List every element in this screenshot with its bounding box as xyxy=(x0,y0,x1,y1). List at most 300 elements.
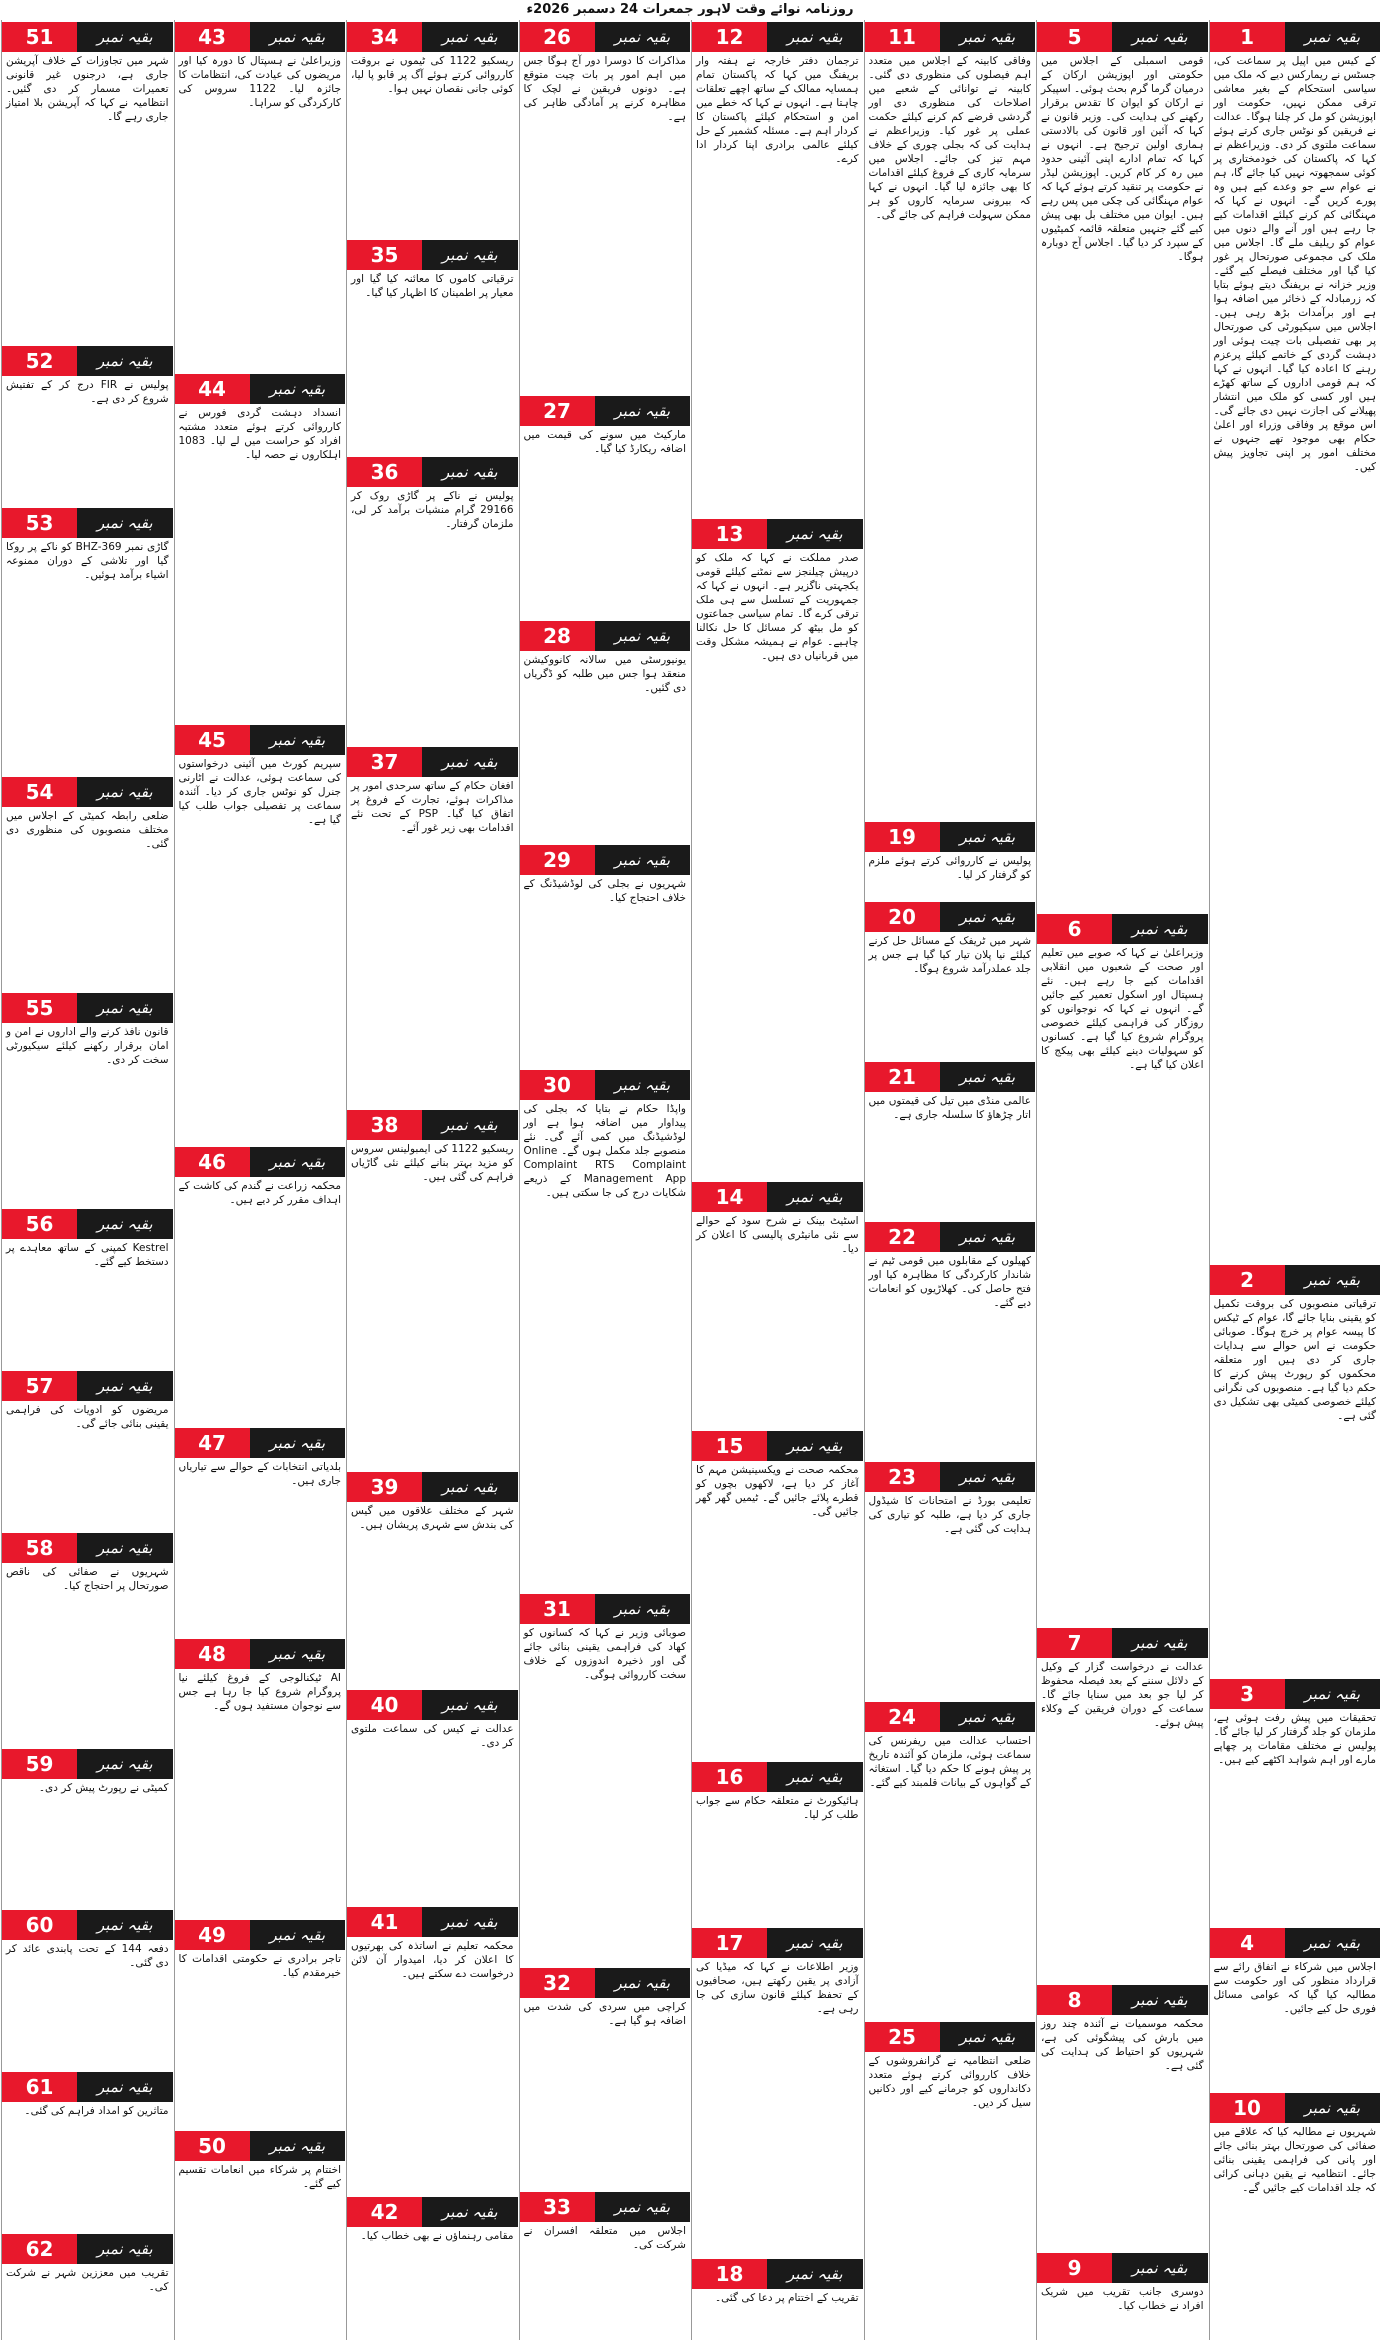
continuation-story xyxy=(175,20,346,372)
continuation-label: بقیہ نمبر xyxy=(77,508,172,538)
continuation-header xyxy=(865,22,1036,52)
story-text: پولیس نے ناکے پر گاڑی روک کر 29166 گرام منشیات برآمد کر لی، ملزمان گرفتار۔ xyxy=(351,490,514,530)
column xyxy=(864,20,1036,2340)
continuation-story xyxy=(1210,1263,1380,1677)
story-text: شہریوں نے مطالبہ کیا کہ علاقے میں صفائی کی صورتحال بہتر بنائی جائے اور پانی کی فراہمی یقینی بنائی جائے۔ انتظامیہ نے یقین دہانی کرائی کہ جلد اقدامات کیے جائیں گے۔ xyxy=(1213,2126,1376,2195)
story-text: وزیر اطلاعات نے کہا کہ میڈیا کی آزادی پر یقین رکھتے ہیں، صحافیوں کے تحفظ کیلئے قانون سازی کی جا رہی ہے۔ xyxy=(696,1960,859,2015)
continuation-label: بقیہ نمبر xyxy=(250,1147,345,1177)
continuation-number: 11 xyxy=(865,22,940,52)
continuation-header xyxy=(865,1462,1036,1492)
continuation-story xyxy=(347,745,518,1108)
story-text: محکمہ موسمیات نے آئندہ چند روز میں بارش کی پیشگوئی کی ہے، شہریوں کو احتیاط کی ہدایت کی گئی ہے۔ xyxy=(1041,2018,1204,2073)
continuation-header xyxy=(692,22,863,52)
story-text: عالمی منڈی میں تیل کی قیمتوں میں اتار چڑھاؤ کا سلسلہ جاری ہے۔ xyxy=(868,1095,1031,1121)
continuation-header xyxy=(175,22,346,52)
continuation-story xyxy=(1210,2091,1380,2340)
continuation-number: 18 xyxy=(692,2259,767,2289)
continuation-story xyxy=(347,1108,518,1471)
continuation-label: بقیہ نمبر xyxy=(595,22,690,52)
continuation-number: 30 xyxy=(520,1070,595,1100)
continuation-header xyxy=(2,1209,173,1239)
continuation-story xyxy=(175,2129,346,2340)
continuation-label: بقیہ نمبر xyxy=(250,1639,345,1669)
continuation-header xyxy=(2,1371,173,1401)
continuation-label: بقیہ نمبر xyxy=(1285,1679,1380,1709)
continuation-label: بقیہ نمبر xyxy=(1112,22,1207,52)
continuation-header xyxy=(347,1472,518,1502)
story-text: کے کیس میں اپیل پر سماعت کی، جسٹس نے ریمارکس دیے کہ ملک میں سیاسی استحکام کے بغیر معاشی ترقی ممکن نہیں، حکومت اور اپوزیشن کو مل کر چلنا ہوگا۔ عدالت نے فریقین کو نوٹس جاری کرتے ہوئے سماعت ملتوی کر دی۔ وزیراعظم نے کہا کہ پاکستان کی خودمختاری پر کوئی سمجھوتہ نہیں کیا جائے گا، ہم نے عوام سے جو وعدے کیے ہیں وہ پورے کریں گے۔ انہوں نے کہا کہ مہنگائی کم کرنے کیلئے اقدامات کیے جا رہے ہیں اور آنے والے دنوں میں عوام کو ریلیف ملے گا۔ اجلاس میں ملک کی مجموعی صورتحال پر غور کیا گیا اور مختلف فیصلے کیے گئے۔ وزیر خزانہ نے بریفنگ دیتے ہوئے بتایا کہ زرمبادلہ کے ذخائر میں اضافہ ہوا ہے اور برآمدات بڑھ رہی ہیں۔ اجلاس میں سیکیورٹی کی صورتحال پر بھی تفصیلی بات چیت ہوئی اور دہشت گردی کے خاتمے کیلئے پرعزم رہنے کا اعادہ کیا گیا۔ انہوں نے کہا کہ ہم قومی اداروں کے ساتھ کھڑے ہیں اور کسی کو ملک میں انتشار پھیلانے کی اجازت نہیں دی جائے گی۔ اس موقع پر وفاقی وزراء اور اعلیٰ حکام بھی موجود تھے جنہوں نے مختلف امور پر اپنی تجاویز پیش کیں۔ xyxy=(1213,55,1376,473)
continuation-number: 26 xyxy=(520,22,595,52)
continuation-label: بقیہ نمبر xyxy=(77,1749,172,1779)
story-text: مقامی رہنماؤں نے بھی خطاب کیا۔ xyxy=(360,2230,514,2242)
continuation-number: 5 xyxy=(1037,22,1112,52)
continuation-story xyxy=(1210,1926,1380,2092)
story-text: متاثرین کو امداد فراہم کی گئی۔ xyxy=(24,2105,169,2118)
continuation-number: 57 xyxy=(2,1371,77,1401)
continuation-story xyxy=(520,843,691,1068)
continuation-number: 20 xyxy=(865,902,940,932)
continuation-label: بقیہ نمبر xyxy=(1285,22,1380,52)
continuation-number: 52 xyxy=(2,346,77,376)
continuation-label: بقیہ نمبر xyxy=(595,2192,690,2222)
continuation-label: بقیہ نمبر xyxy=(940,1062,1035,1092)
continuation-label: بقیہ نمبر xyxy=(767,22,862,52)
continuation-number: 39 xyxy=(347,1472,422,1502)
story-text: افغان حکام کے ساتھ سرحدی امور پر مذاکرات ہوئے، تجارت کے فروغ پر اتفاق کیا گیا۔ PSP کے تحت نئے اقدامات بھی زیر غور آئے۔ xyxy=(351,780,514,834)
continuation-header xyxy=(1037,2253,1208,2283)
story-text: احتساب عدالت میں ریفرنس کی سماعت ہوئی، ملزمان کو آئندہ تاریخ پر پیش ہونے کا حکم دیا گیا۔ استغاثہ کے گواہوں کے بیانات قلمبند کیے گئے۔ xyxy=(868,1735,1031,1789)
continuation-number: 42 xyxy=(347,2197,422,2227)
continuation-number: 22 xyxy=(865,1222,940,1252)
continuation-number: 50 xyxy=(175,2131,250,2161)
continuation-label: بقیہ نمبر xyxy=(422,1907,517,1937)
newspaper-masthead: روزنامہ نوائے وقت لاہور جمعرات 24 دسمبر 2026ء xyxy=(526,2,854,17)
continuation-header xyxy=(692,1431,863,1461)
continuation-story xyxy=(1037,1983,1208,2251)
continuation-story xyxy=(692,1180,863,1429)
continuation-story xyxy=(2,20,173,344)
story-text: مارکیٹ میں سونے کی قیمت میں اضافہ ریکارڈ کیا گیا۔ xyxy=(523,429,686,456)
continuation-number: 35 xyxy=(347,240,422,270)
continuation-story xyxy=(1037,2251,1208,2340)
story-text: Kestrel کمپنی کے ساتھ معاہدے پر دستخط کیے گئے۔ xyxy=(6,1241,169,1268)
continuation-story xyxy=(175,372,346,724)
continuation-header xyxy=(865,822,1036,852)
story-text: تقریب کے اختتام پر دعا کی گئی۔ xyxy=(714,2292,859,2305)
story-text: اجلاس میں شرکاء نے اتفاق رائے سے قرارداد منظور کی اور حکومت سے مطالبہ کیا گیا کہ عوامی مسائل فوری حل کیے جائیں۔ xyxy=(1213,1960,1376,2015)
continuation-label: بقیہ نمبر xyxy=(77,1910,172,1940)
continuation-story xyxy=(347,455,518,745)
continuation-story xyxy=(520,394,691,619)
continuation-header xyxy=(347,1690,518,1720)
story-text: واپڈا حکام نے بتایا کہ بجلی کی پیداوار میں اضافہ ہوا ہے اور لوڈشیڈنگ میں کمی آئے گی۔ نئے منصوبے جلد مکمل ہوں گے۔ Online Complaint RTS Complaint Management App کے ذریعے شکایات درج کی جا سکتی ہیں۔ xyxy=(523,1102,686,1199)
story-text: اسٹیٹ بینک نے شرح سود کے حوالے سے نئی مانیٹری پالیسی کا اعلان کر دیا۔ xyxy=(696,1215,859,1255)
story-text: ہائیکورٹ نے متعلقہ حکام سے جواب طلب کر لیا۔ xyxy=(696,1795,859,1821)
continuation-label: بقیہ نمبر xyxy=(250,374,345,404)
continuation-story xyxy=(347,1905,518,2195)
continuation-number: 28 xyxy=(520,621,595,651)
continuation-number: 4 xyxy=(1210,1928,1285,1958)
column xyxy=(174,20,346,2340)
column xyxy=(519,20,691,2340)
continuation-label: بقیہ نمبر xyxy=(595,1594,690,1624)
continuation-header xyxy=(1037,22,1208,52)
continuation-number: 6 xyxy=(1037,914,1112,944)
story-text: محکمہ تعلیم نے اساتذہ کی بھرتیوں کا اعلان کر دیا، امیدوار آن لائن درخواست دے سکتے ہیں۔ xyxy=(351,1940,514,1980)
continuation-label: بقیہ نمبر xyxy=(767,2259,862,2289)
continuation-header xyxy=(175,725,346,755)
continuation-label: بقیہ نمبر xyxy=(595,845,690,875)
continuation-number: 24 xyxy=(865,1702,940,1732)
continuation-label: بقیہ نمبر xyxy=(77,1371,172,1401)
continuation-label: بقیہ نمبر xyxy=(940,902,1035,932)
continuation-header xyxy=(865,1702,1036,1732)
story-text: محکمہ زراعت نے گندم کی کاشت کے اہداف مقرر کر دیے ہیں۔ xyxy=(178,1179,341,1206)
continuation-label: بقیہ نمبر xyxy=(940,1702,1035,1732)
story-text: پولیس نے FIR درج کر کے تفتیش شروع کر دی ہے۔ xyxy=(6,378,169,405)
continuation-story xyxy=(2,775,173,991)
story-text: ریسکیو 1122 کی ایمبولینس سروس کو مزید بہتر بنانے کیلئے نئی گاڑیاں فراہم کی گئی ہیں۔ xyxy=(351,1142,514,1183)
continuation-number: 62 xyxy=(2,2234,77,2264)
story-text: محکمہ صحت نے ویکسینیشن مہم کا آغاز کر دیا ہے، لاکھوں بچوں کو قطرے پلائے جائیں گے۔ ٹیمیں گھر گھر جائیں گی۔ xyxy=(696,1463,859,1518)
continuation-story xyxy=(865,1460,1036,1700)
continuation-label: بقیہ نمبر xyxy=(940,22,1035,52)
story-text: یونیورسٹی میں سالانہ کانووکیشن منعقد ہوا جس میں طلبہ کو ڈگریاں دی گئیں۔ xyxy=(523,653,686,694)
continuation-number: 10 xyxy=(1210,2093,1285,2123)
continuation-header xyxy=(175,1920,346,1950)
continuation-story xyxy=(865,1220,1036,1460)
story-text: شہر میں ٹریفک کے مسائل حل کرنے کیلئے نیا پلان تیار کیا گیا ہے جس پر جلد عملدرآمد شروع ہوگا۔ xyxy=(868,935,1031,975)
continuation-number: 43 xyxy=(175,22,250,52)
continuation-number: 51 xyxy=(2,22,77,52)
story-text: سپریم کورٹ میں آئینی درخواستوں کی سماعت ہوئی، عدالت نے اٹارنی جنرل کو نوٹس جاری کر دیا۔ آئندہ سماعت پر تفصیلی جواب طلب کیا گیا ہے۔ xyxy=(178,758,341,827)
continuation-label: بقیہ نمبر xyxy=(77,2072,172,2102)
continuation-story xyxy=(2,2070,173,2232)
continuation-number: 25 xyxy=(865,2022,940,2052)
continuation-label: بقیہ نمبر xyxy=(1112,1628,1207,1658)
continuation-header xyxy=(175,1147,346,1177)
continuation-story xyxy=(692,517,863,1180)
column xyxy=(346,20,518,2340)
story-text: تعلیمی بورڈ نے امتحانات کا شیڈول جاری کر دیا ہے، طلبہ کو تیاری کی ہدایت کی گئی ہے۔ xyxy=(868,1495,1031,1535)
continuation-number: 46 xyxy=(175,1147,250,1177)
story-text: گاڑی نمبر BHZ-369 کو ناکے پر روکا گیا اور تلاشی کے دوران ممنوعہ اشیاء برآمد ہوئیں۔ xyxy=(6,540,169,581)
continuation-story xyxy=(692,1926,863,2257)
continuation-number: 38 xyxy=(347,1110,422,1140)
continuation-header xyxy=(2,2072,173,2102)
continuation-header xyxy=(347,1907,518,1937)
continuation-story xyxy=(2,2232,173,2340)
continuation-number: 41 xyxy=(347,1907,422,1937)
continuation-header xyxy=(175,1428,346,1458)
continuation-number: 44 xyxy=(175,374,250,404)
continuation-story xyxy=(175,1637,346,1918)
story-text: ضلعی انتظامیہ نے گرانفروشوں کے خلاف کارروائی کرتے ہوئے متعدد دکانداروں کو جرمانے کیے اور دکانیں سیل کر دیں۔ xyxy=(868,2055,1031,2109)
continuation-header xyxy=(1210,1928,1380,1958)
continuation-number: 23 xyxy=(865,1462,940,1492)
continuation-story xyxy=(865,1060,1036,1220)
continuation-story xyxy=(175,1145,346,1426)
continuation-header xyxy=(1037,914,1208,944)
continuation-label: بقیہ نمبر xyxy=(767,1182,862,1212)
continuation-label: بقیہ نمبر xyxy=(77,777,172,807)
continuation-label: بقیہ نمبر xyxy=(250,22,345,52)
continuation-header xyxy=(2,1910,173,1940)
continuation-number: 56 xyxy=(2,1209,77,1239)
story-text: ترجمان دفتر خارجہ نے ہفتہ وار بریفنگ میں کہا کہ پاکستان تمام ہمسایہ ممالک کے ساتھ اچھے تعلقات چاہتا ہے۔ انہوں نے کہا کہ خطے میں امن و استحکام کیلئے پاکستان کا کردار اہم ہے۔ مسئلہ کشمیر کے حل کیلئے عالمی برادری اپنا کردار ادا کرے۔ xyxy=(696,55,859,165)
continuation-label: بقیہ نمبر xyxy=(595,1968,690,1998)
continuation-label: بقیہ نمبر xyxy=(940,822,1035,852)
continuation-number: 27 xyxy=(520,396,595,426)
story-text: دوسری جانب تقریب میں شریک افراد نے خطاب کیا۔ xyxy=(1041,2285,1204,2312)
continuation-header xyxy=(347,747,518,777)
continuation-number: 21 xyxy=(865,1062,940,1092)
story-text: شہریوں نے صفائی کی ناقص صورتحال پر احتجاج کیا۔ xyxy=(6,1565,169,1592)
continuation-story xyxy=(2,1369,173,1531)
story-text: تاجر برادری نے حکومتی اقدامات کا خیرمقدم کیا۔ xyxy=(178,1953,341,1980)
continuation-label: بقیہ نمبر xyxy=(1285,1928,1380,1958)
story-text: بلدیاتی انتخابات کے حوالے سے تیاریاں جاری ہیں۔ xyxy=(178,1461,341,1488)
continuation-number: 29 xyxy=(520,845,595,875)
continuation-header xyxy=(347,22,518,52)
continuation-story xyxy=(692,1760,863,1926)
story-text: شہر کے مختلف علاقوں میں گیس کی بندش سے شہری پریشان ہیں۔ xyxy=(351,1505,514,1531)
continuation-label: بقیہ نمبر xyxy=(422,240,517,270)
continuation-header xyxy=(1210,2093,1380,2123)
continuation-story xyxy=(175,1918,346,2129)
continuation-number: 37 xyxy=(347,747,422,777)
continuation-story xyxy=(520,619,691,844)
continuation-number: 59 xyxy=(2,1749,77,1779)
continuation-number: 49 xyxy=(175,1920,250,1950)
continuation-label: بقیہ نمبر xyxy=(767,1928,862,1958)
continuation-number: 3 xyxy=(1210,1679,1285,1709)
continuation-header xyxy=(692,1762,863,1792)
continuation-header xyxy=(1210,1265,1380,1295)
story-text: ترقیاتی منصوبوں کی بروقت تکمیل کو یقینی بنایا جائے گا، عوام کے ٹیکس کا پیسہ عوام پر خرچ ہوگا۔ صوبائی حکومت نے اس حوالے سے ہدایات جاری کر دی ہیں اور متعلقہ محکموں کو رپورٹ پیش کرنے کا حکم دیا گیا ہے۔ منصوبوں کی نگرانی کیلئے خصوصی کمیٹی بھی تشکیل دی گئی ہے۔ xyxy=(1213,1297,1376,1422)
continuation-story xyxy=(692,2257,863,2340)
story-text: کمیٹی نے رپورٹ پیش کر دی۔ xyxy=(38,1781,169,1794)
continuation-story xyxy=(520,1966,691,2191)
continuation-number: 60 xyxy=(2,1910,77,1940)
continuation-label: بقیہ نمبر xyxy=(250,725,345,755)
continuation-header xyxy=(520,2192,691,2222)
continuation-story xyxy=(347,20,518,238)
continuation-header xyxy=(347,240,518,270)
continuation-story xyxy=(2,344,173,506)
continuation-label: بقیہ نمبر xyxy=(77,993,172,1023)
continuation-story xyxy=(692,20,863,517)
continuation-label: بقیہ نمبر xyxy=(940,2022,1035,2052)
story-text: مذاکرات کا دوسرا دور آج ہوگا جس میں اہم امور پر بات چیت متوقع ہے۔ دونوں فریقین نے لچک کا مظاہرہ کرنے پر آمادگی ظاہر کی ہے۔ xyxy=(523,55,686,123)
story-text: کراچی میں سردی کی شدت میں اضافہ ہو گیا ہے۔ xyxy=(523,2000,686,2027)
continuation-story xyxy=(1210,20,1380,1263)
continuation-header xyxy=(2,777,173,807)
continuation-number: 32 xyxy=(520,1968,595,1998)
continuation-header xyxy=(175,2131,346,2161)
story-text: کھیلوں کے مقابلوں میں قومی ٹیم نے شاندار کارکردگی کا مظاہرہ کیا اور فتح حاصل کی۔ کھلاڑیوں کو انعامات دیے گئے۔ xyxy=(868,1255,1031,1309)
story-text: شہریوں نے بجلی کی لوڈشیڈنگ کے خلاف احتجاج کیا۔ xyxy=(523,878,686,905)
continuation-label: بقیہ نمبر xyxy=(595,396,690,426)
continuation-number: 1 xyxy=(1210,22,1285,52)
continuation-label: بقیہ نمبر xyxy=(77,1533,172,1563)
continuation-label: بقیہ نمبر xyxy=(77,1209,172,1239)
continuation-story xyxy=(865,900,1036,1060)
continuation-header xyxy=(347,1110,518,1140)
story-text: قومی اسمبلی کے اجلاس میں حکومتی اور اپوزیشن ارکان کے درمیان گرما گرم بحث ہوئی۔ اسپیکر نے ارکان کو ایوان کا تقدس برقرار رکھنے کی ہدایت کی۔ وزیر قانون نے کہا کہ آئین اور قانون کی بالادستی ہماری اولین ترجیح ہے۔ انہوں نے کہا کہ تمام ادارے اپنی آئینی حدود میں رہ کر کام کریں۔ اپوزیشن لیڈر نے حکومت پر تنقید کرتے ہوئے کہا کہ عوام مہنگائی کی چکی میں پس رہے ہیں۔ ایوان میں مختلف بل بھی پیش کیے گئے جنہیں متعلقہ قائمہ کمیٹیوں کے سپرد کر دیا گیا۔ اجلاس آج دوبارہ ہوگا۔ xyxy=(1041,55,1204,263)
story-text: تقریب میں معززین شہر نے شرکت کی۔ xyxy=(6,2267,169,2294)
continuation-story xyxy=(175,723,346,1145)
continuation-label: بقیہ نمبر xyxy=(422,22,517,52)
continuation-header xyxy=(692,1928,863,1958)
continuation-story xyxy=(347,1688,518,1906)
continuation-label: بقیہ نمبر xyxy=(422,2197,517,2227)
continuation-number: 55 xyxy=(2,993,77,1023)
continuation-number: 40 xyxy=(347,1690,422,1720)
continuation-header xyxy=(865,902,1036,932)
continuation-story xyxy=(2,1531,173,1747)
continuation-number: 2 xyxy=(1210,1265,1285,1295)
continuation-number: 48 xyxy=(175,1639,250,1669)
continuation-label: بقیہ نمبر xyxy=(767,1431,862,1461)
story-text: اختتام پر شرکاء میں انعامات تقسیم کیے گئے۔ xyxy=(178,2164,341,2191)
continuation-label: بقیہ نمبر xyxy=(250,1920,345,1950)
continuation-label: بقیہ نمبر xyxy=(1112,914,1207,944)
column xyxy=(1209,20,1380,2340)
story-text: انسداد دہشت گردی فورس نے کارروائی کرتے ہوئے متعدد مشتبہ افراد کو حراست میں لے لیا۔ 1083 اہلکاروں نے حصہ لیا۔ xyxy=(178,406,341,461)
continuation-header xyxy=(865,1222,1036,1252)
continuation-number: 9 xyxy=(1037,2253,1112,2283)
continuation-label: بقیہ نمبر xyxy=(422,1472,517,1502)
continuation-story xyxy=(2,506,173,776)
continuation-story xyxy=(2,1747,173,1909)
story-text: وزیراعلیٰ نے ہسپتال کا دورہ کیا اور مریضوں کی عیادت کی، انتظامات کا جائزہ لیا۔ 1122 سروس کی کارکردگی کو سراہا۔ xyxy=(178,55,341,109)
continuation-header xyxy=(520,1070,691,1100)
continuation-number: 17 xyxy=(692,1928,767,1958)
column xyxy=(1,20,173,2340)
continuation-header xyxy=(692,2259,863,2289)
continuation-number: 15 xyxy=(692,1431,767,1461)
continuation-story xyxy=(175,1426,346,1637)
continuation-header xyxy=(2,508,173,538)
continuation-header xyxy=(2,2234,173,2264)
continuation-header xyxy=(520,1594,691,1624)
continuation-label: بقیہ نمبر xyxy=(77,346,172,376)
continuation-label: بقیہ نمبر xyxy=(940,1462,1035,1492)
continuation-header xyxy=(175,374,346,404)
continuation-label: بقیہ نمبر xyxy=(1285,2093,1380,2123)
continuation-label: بقیہ نمبر xyxy=(1112,1985,1207,2015)
continuation-header xyxy=(175,1639,346,1669)
continuation-number: 33 xyxy=(520,2192,595,2222)
continuation-number: 47 xyxy=(175,1428,250,1458)
continuation-header xyxy=(520,621,691,651)
continuation-header xyxy=(1210,22,1380,52)
continuation-number: 14 xyxy=(692,1182,767,1212)
continuation-label: بقیہ نمبر xyxy=(940,1222,1035,1252)
continuation-story xyxy=(2,1207,173,1369)
story-text: AI ٹیکنالوجی کے فروغ کیلئے نیا پروگرام شروع کیا جا رہا ہے جس سے نوجوان مستفید ہوں گے۔ xyxy=(178,1671,341,1712)
continuation-story xyxy=(520,1068,691,1592)
story-text: صوبائی وزیر نے کہا کہ کسانوں کو کھاد کی فراہمی یقینی بنائی جائے گی اور ذخیرہ اندوزوں کے خلاف سخت کارروائی ہوگی۔ xyxy=(523,1626,686,1681)
continuation-label: بقیہ نمبر xyxy=(250,2131,345,2161)
continuation-story xyxy=(347,2195,518,2340)
continuation-label: بقیہ نمبر xyxy=(422,1110,517,1140)
story-text: عدالت نے کیس کی سماعت ملتوی کر دی۔ xyxy=(351,1722,514,1749)
continuation-story xyxy=(865,820,1036,900)
story-text: اجلاس میں متعلقہ افسران نے شرکت کی۔ xyxy=(523,2225,686,2252)
continuation-story xyxy=(2,1908,173,2070)
continuation-number: 16 xyxy=(692,1762,767,1792)
continuation-story xyxy=(520,2190,691,2340)
continuation-label: بقیہ نمبر xyxy=(422,1690,517,1720)
continuation-number: 61 xyxy=(2,2072,77,2102)
continuation-number: 53 xyxy=(2,508,77,538)
continuation-header xyxy=(347,2197,518,2227)
continuation-header xyxy=(2,993,173,1023)
continuation-header xyxy=(520,845,691,875)
column xyxy=(1036,20,1208,2340)
continuation-header xyxy=(2,1533,173,1563)
continuation-header xyxy=(520,1968,691,1998)
continuation-label: بقیہ نمبر xyxy=(77,22,172,52)
continuation-story xyxy=(347,238,518,456)
continuation-label: بقیہ نمبر xyxy=(422,747,517,777)
continuation-label: بقیہ نمبر xyxy=(77,2234,172,2264)
continuation-number: 12 xyxy=(692,22,767,52)
continuation-header xyxy=(692,1182,863,1212)
continuation-story xyxy=(1037,912,1208,1626)
story-text: صدر مملکت نے کہا کہ ملک کو درپیش چیلنجز سے نمٹنے کیلئے قومی یکجہتی ناگزیر ہے۔ انہوں نے کہا کہ جمہوریت کے تسلسل سے ہی ملک ترقی کرے گا۔ تمام سیاسی جماعتوں کو مل بیٹھ کر مسائل کا حل نکالنا چاہیے۔ عوام نے ہمیشہ مشکل وقت میں قربانیاں دی ہیں۔ xyxy=(696,552,859,663)
continuation-number: 7 xyxy=(1037,1628,1112,1658)
story-text: ریسکیو 1122 کی ٹیموں نے بروقت کارروائی کرتے ہوئے آگ پر قابو پا لیا، کوئی جانی نقصان نہیں ہوا۔ xyxy=(351,55,514,95)
continuation-story xyxy=(865,1700,1036,2020)
continuation-header xyxy=(520,396,691,426)
continuation-story xyxy=(865,2020,1036,2340)
continuation-label: بقیہ نمبر xyxy=(1285,1265,1380,1295)
story-text: پولیس نے کارروائی کرتے ہوئے ملزم کو گرفتار کر لیا۔ xyxy=(868,855,1031,881)
story-text: وفاقی کابینہ کے اجلاس میں متعدد اہم فیصلوں کی منظوری دی گئی۔ کابینہ نے توانائی کے شعبے میں اصلاحات کی منظوری دی اور گردشی قرضے کم کرنے کیلئے حکمت عملی پر غور کیا۔ وزیراعظم نے ہدایت کی کہ بجلی چوری کے خلاف مہم تیز کی جائے۔ اجلاس میں سرمایہ کاری کے فروغ کیلئے اقدامات کا بھی جائزہ لیا گیا۔ انہوں نے کہا کہ بیرونی سرمایہ کاروں کو ہر ممکن سہولت فراہم کی جائے گی۔ xyxy=(868,55,1031,221)
continuation-story xyxy=(520,20,691,394)
continuation-story xyxy=(692,1429,863,1760)
continuation-label: بقیہ نمبر xyxy=(250,1428,345,1458)
continuation-label: بقیہ نمبر xyxy=(595,1070,690,1100)
continuation-header xyxy=(865,2022,1036,2052)
continuation-header xyxy=(2,346,173,376)
continuation-story xyxy=(2,991,173,1207)
continuation-header xyxy=(1210,1679,1380,1709)
continuation-number: 31 xyxy=(520,1594,595,1624)
story-text: شہر میں تجاوزات کے خلاف آپریشن جاری ہے، درجنوں غیر قانونی تعمیرات مسمار کر دی گئیں۔ انتظامیہ نے کہا کہ آپریشن بلا امتیاز جاری رہے گا۔ xyxy=(6,55,169,123)
continuation-header xyxy=(347,457,518,487)
story-text: ترقیاتی کاموں کا معائنہ کیا گیا اور معیار پر اطمینان کا اظہار کیا گیا۔ xyxy=(351,272,514,299)
continuation-story xyxy=(865,20,1036,820)
story-text: مریضوں کو ادویات کی فراہمی یقینی بنائی جائے گی۔ xyxy=(6,1403,169,1430)
continuation-number: 58 xyxy=(2,1533,77,1563)
continuation-number: 13 xyxy=(692,519,767,549)
story-text: وزیراعلیٰ نے کہا کہ صوبے میں تعلیم اور صحت کے شعبوں میں انقلابی اقدامات کیے جا رہے ہیں۔ نئے ہسپتال اور اسکول تعمیر کیے جائیں گے۔ انہوں نے کہا کہ نوجوانوں کو روزگار کی فراہمی کیلئے خصوصی پروگرام شروع کیا گیا ہے۔ کسانوں کو سہولیات دینے کیلئے بھی پیکج کا اعلان کیا گیا ہے۔ xyxy=(1041,947,1204,1072)
story-text: دفعہ 144 کے تحت پابندی عائد کر دی گئی۔ xyxy=(6,1943,169,1970)
continuation-story xyxy=(520,1592,691,1966)
continuation-header xyxy=(1037,1985,1208,2015)
continuation-story xyxy=(347,1470,518,1688)
continuation-header xyxy=(1037,1628,1208,1658)
continuation-number: 19 xyxy=(865,822,940,852)
continuation-number: 34 xyxy=(347,22,422,52)
story-text: تحقیقات میں پیش رفت ہوئی ہے، ملزمان کو جلد گرفتار کر لیا جائے گا۔ پولیس نے مختلف مقامات پر چھاپے مارے اور اہم شواہد اکٹھے کیے ہیں۔ xyxy=(1213,1712,1376,1767)
continuation-label: بقیہ نمبر xyxy=(1112,2253,1207,2283)
continuation-label: بقیہ نمبر xyxy=(767,519,862,549)
